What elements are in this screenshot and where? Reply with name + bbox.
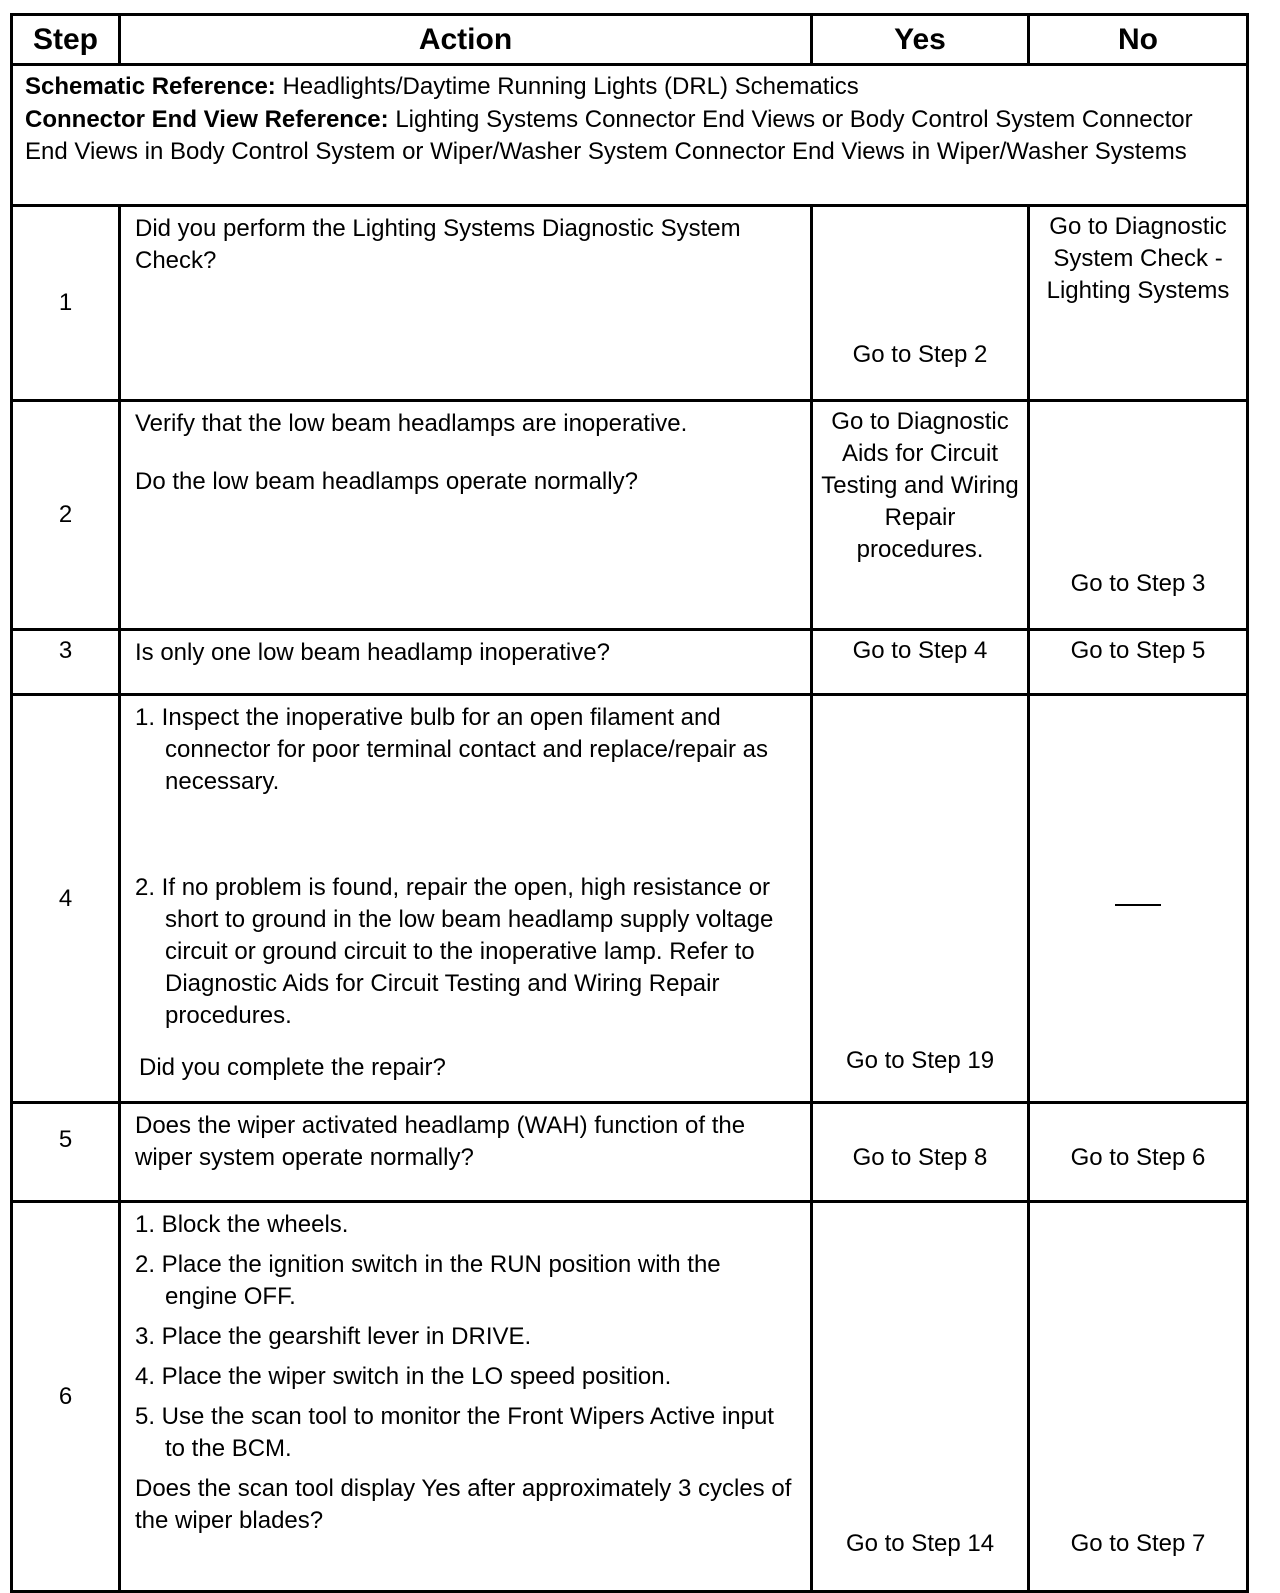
step-number: 1 (12, 206, 120, 401)
action-instruction: Verify that the low beam headlamps are inoperative. (135, 410, 688, 437)
yes-cell: Go to Step 8 (812, 1103, 1029, 1202)
list-item: 5. Use the scan tool to monitor the Front Wipers Active input to the BCM. (135, 1403, 774, 1462)
list-item: 4. Place the wiper switch in the LO speed position. (135, 1363, 672, 1390)
step-number: 5 (12, 1103, 120, 1202)
header-yes: Yes (812, 15, 1029, 65)
action-text: Is only one low beam headlamp inoperative? (120, 630, 812, 695)
action-question: Do the low beam headlamps operate normally? (135, 468, 638, 495)
repair-steps-list (135, 702, 796, 1032)
connector-reference-label: Connector End View Reference: (25, 105, 389, 133)
schematic-reference-label: Schematic Reference: (25, 73, 276, 100)
list-item: 1. Inspect the inoperative bulb for an open filament and connector for poor terminal contact and replace/repair as necessary. (135, 704, 768, 795)
no-cell: Go to Step 6 (1029, 1103, 1248, 1202)
step-number: 4 (12, 695, 120, 1103)
action-text (120, 206, 812, 401)
connector-reference-text: Lighting Systems Connector End Views or Body Control System Connector End Views in Body Control System or Wiper/Washer System Connector End Views in Wiper/Washer Systems (25, 105, 1193, 165)
list-item: 3. Place the gearshift lever in DRIVE. (135, 1323, 532, 1350)
table-row (12, 1202, 1248, 1592)
table-row (12, 206, 1248, 401)
schematic-reference-text: Headlights/Daytime Running Lights (DRL) Schematics (282, 73, 859, 100)
reference-cell (12, 65, 1248, 206)
step-number: 3 (12, 630, 120, 695)
header-no: No (1029, 15, 1248, 65)
header-step: Step (12, 15, 120, 65)
yes-cell: Go to Step 4 (812, 630, 1029, 695)
connector-reference (25, 104, 1234, 169)
action-text (120, 695, 812, 1103)
header-row (12, 15, 1248, 65)
table-row (12, 630, 1248, 695)
step-number: 2 (12, 401, 120, 630)
no-cell: Go to Step 7 (1029, 1202, 1248, 1592)
table-row (12, 401, 1248, 630)
action-question: Does the scan tool display Yes after approximately 3 cycles of the wiper blades? (135, 1475, 792, 1534)
action-text: Does the wiper activated headlamp (WAH) function of the wiper system operate normally? (120, 1103, 812, 1202)
list-item: 2. If no problem is found, repair the open, high resistance or short to ground in the low beam headlamp supply voltage circuit or ground circuit to the inoperative lamp. Refer to Diagnostic Aids for Circuit Testing and Wiring Repair procedures. (135, 874, 774, 1029)
action-text (120, 401, 812, 630)
table-row (12, 1103, 1248, 1202)
no-cell: Go to Diagnostic System Check - Lighting Systems (1029, 206, 1248, 401)
no-cell: Go to Step 3 (1029, 401, 1248, 630)
yes-cell: Go to Step 14 (812, 1202, 1029, 1592)
table-row (12, 695, 1248, 1103)
schematic-reference (25, 71, 1234, 104)
no-cell: Go to Step 5 (1029, 630, 1248, 695)
reference-row (12, 65, 1248, 206)
header-action: Action (120, 15, 812, 65)
yes-cell: Go to Diagnostic Aids for Circuit Testing and Wiring Repair procedures. (812, 401, 1029, 630)
list-item: 1. Block the wheels. (135, 1211, 349, 1238)
action-text (120, 1202, 812, 1592)
yes-cell: Go to Step 2 (812, 206, 1029, 401)
test-steps-list (135, 1209, 796, 1465)
not-applicable-dash (1115, 904, 1161, 906)
list-item: 2. Place the ignition switch in the RUN position with the engine OFF. (135, 1251, 721, 1310)
step-number: 6 (12, 1202, 120, 1592)
diagnostic-table (10, 13, 1249, 1593)
no-cell (1029, 695, 1248, 1103)
yes-cell: Go to Step 19 (812, 695, 1029, 1103)
action-question: Did you complete the repair? (139, 1054, 446, 1081)
action-question: Did you perform the Lighting Systems Diagnostic System Check? (135, 215, 741, 274)
